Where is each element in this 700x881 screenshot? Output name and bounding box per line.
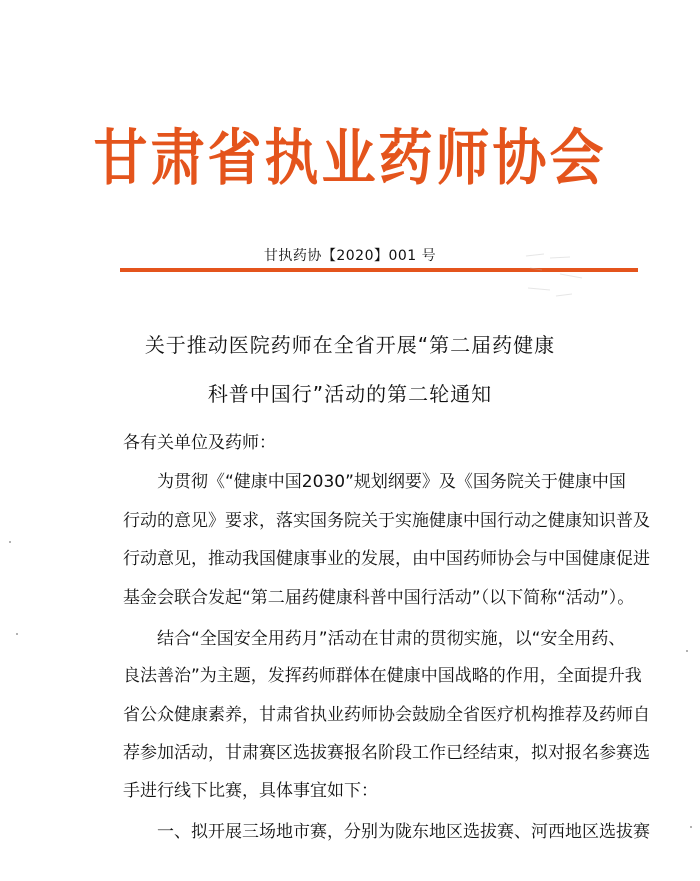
document-number: 甘执药协【2020】001 号 bbox=[263, 248, 437, 264]
paragraph-2-line-3: 省公众健康素养，甘肃省执业药师协会鼓励全省医疗机构推荐及药师自 bbox=[123, 705, 650, 725]
paragraph-2-line-4: 荐参加活动，甘肃赛区选拔赛报名阶段工作已经结束，拟对报名参赛选 bbox=[123, 743, 650, 763]
paragraph-2-line-1: 结合“全国安全用药月”活动在甘肃的贯彻实施，以“安全用药、 bbox=[157, 629, 626, 649]
scan-speck bbox=[690, 826, 692, 828]
document-title-line-1: 关于推动医院药师在全省开展“第二届药健康 bbox=[144, 333, 556, 357]
scan-speck bbox=[9, 541, 11, 543]
paragraph-3-line-1: 一、拟开展三场地市赛，分别为陇东地区选拔赛、河西地区选拔赛 bbox=[157, 822, 650, 842]
paragraph-1-line-2: 行动的意见》要求，落实国务院关于实施健康中国行动之健康知识普及 bbox=[123, 511, 650, 531]
salutation: 各有关单位及药师： bbox=[123, 433, 276, 453]
paragraph-1-line-1: 为贯彻《“健康中国2030”规划纲要》及《国务院关于健康中国 bbox=[157, 472, 626, 492]
paragraph-2-line-2: 良法善治”为主题，发挥药师群体在健康中国战略的作用，全面提升我 bbox=[123, 666, 642, 686]
scan-speck bbox=[16, 633, 18, 635]
faint-stamp-trace bbox=[520, 248, 590, 308]
scan-speck bbox=[686, 650, 688, 652]
document-title-line-2: 科普中国行”活动的第二轮通知 bbox=[207, 382, 493, 406]
paragraph-1-line-4: 基金会联合发起“第二届药健康科普中国行活动”（以下简称“活动”）。 bbox=[123, 588, 635, 608]
paragraph-2-line-5: 手进行线下比赛，具体事宜如下： bbox=[123, 781, 378, 801]
paragraph-1-line-3: 行动意见，推动我国健康事业的发展，由中国药师协会与中国健康促进 bbox=[123, 549, 650, 569]
organization-letterhead: 甘肃省执业药师协会 bbox=[93, 121, 607, 193]
